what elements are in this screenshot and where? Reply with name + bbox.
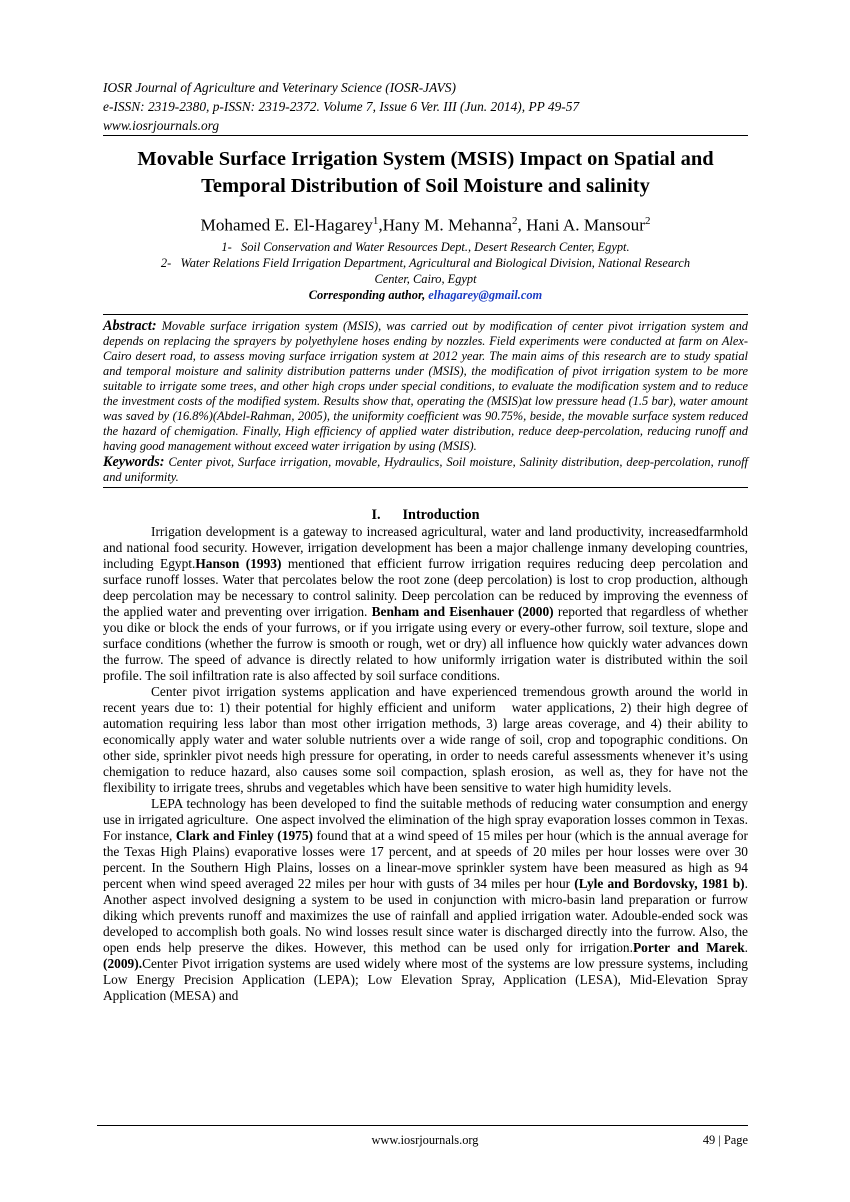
journal-issn: e-ISSN: 2319-2380, p-ISSN: 2319-2372. Volume 7, Issue 6 Ver. III (Jun. 2014), PP 49-57 (103, 99, 580, 114)
abstract (103, 319, 748, 455)
author-separator: , (378, 215, 383, 235)
text-run: LEPA technology has been developed to find the suitable methods of reducing water consumption and energy use in irrigated agriculture. One aspect involved the elimination of the high spray evaporation losses common in Texas. For instance, (103, 795, 748, 843)
footer-rule (97, 1125, 748, 1126)
corresponding-email-link[interactable]: elhagarey@gmail.com (428, 287, 543, 302)
author-name: Mohamed E. El-Hagarey (200, 215, 373, 235)
text-run: . (744, 939, 748, 955)
keywords-label: Keywords: (103, 453, 165, 470)
author-list (103, 210, 748, 237)
corresponding-label: Corresponding author, (308, 287, 426, 302)
text-run: found that at a wind speed of 15 miles per hour (which is the annual average for the Texas High Plains) evaporative losses were 17 percent, and at speeds of 20 miles per hour losses were over 30 percent. In the Southern High Plains, losses on a linear-move sprinkler system have been measured as high as 94 percent when wind speed averaged 22 miles per hour with gusts of 34 miles per hour (103, 827, 748, 891)
abstract-top-rule (103, 314, 748, 315)
text-run: . Another aspect involved designing a system to be used in conjunction with micro-basin land preparation or furrow diking which prevents runoff and maximizes the use of rainfall and applied irrigation water. Adouble-ended sock was developed to accomplish both goals. No wind losses result since water is discharged directly into the furrow. Also, the open ends help preserve the dikes. However, this method can be used only for irrigation. (103, 875, 748, 955)
author-affiliation-marker: 2 (511, 215, 518, 227)
journal-website[interactable]: www.iosrjournals.org (103, 118, 220, 133)
text-run: Center Pivot irrigation systems are used widely where most of the systems are low pressure systems, including Low Energy Precision Application (LEPA); Low Elevation Spray, Application (LESA), Mid-Elevation Spray Application (MESA) and (103, 956, 748, 1004)
abstract-text: Movable surface irrigation system (MSIS), was carried out by modification of center pivot irrigation system and depends on replacing the sprayers by polyethylene hoses ending by nozzles. Field experiments were conducted at farm on Alex-Cairo desert road, to assess moving surface irrigation system at 2012 year. The main aims of this research are to study spatial and temporal moisture and salinity distribution patterns under (MSIS), the modification of pivot irrigation system to be more suitable to irrigate some trees, and other high crops under special conditions, to evaluate the modification system and to reduce the investment costs of the modified system. Results show that, operating the (MSIS)at low pressure head (1.5 bar), water amount was saved by (16.8%)(Abdel-Rahman, 2005), the uniformity coefficient was 90.75%, beside, the movable surface system reduced the hazard of chemigation. Finally, High efficiency of applied water distribution, reduce deep-percolation, reducing runoff and having good management without exceed water irrigation by using (MSIS). (103, 318, 748, 454)
citation: Porter and Marek (632, 939, 745, 955)
citation: (2009). (103, 956, 143, 971)
text-run: reported that regardless of whether you dike or block the ends of your furrows, or if you irrigate using every or every-other furrow, soil texture, slope and surface conditions (whether the furrow is smooth or rough, wet or dry) all influence how quickly water advances down the furrow. The speed of advance is directly related to how uniformly irrigation water is distributed within the soil profile. The soil infiltration rate is also affected by soil surface conditions. (103, 603, 748, 683)
author-affiliation-marker: 2 (644, 215, 651, 227)
abstract-label: Abstract: (103, 317, 157, 334)
paper-title (103, 146, 748, 200)
section-heading (103, 507, 748, 524)
footer-website[interactable]: www.iosrjournals.org (371, 1133, 479, 1147)
author-name: Hany M. Mehanna (382, 215, 512, 235)
corresponding-author (103, 287, 748, 304)
page-content (103, 78, 748, 1004)
affiliation-2-line-1: 2- Water Relations Field Irrigation Department, Agricultural and Biological Division, National Research (160, 255, 691, 270)
keywords-bottom-rule (103, 487, 748, 488)
citation: Benham and Eisenhauer (2000) (371, 603, 554, 619)
author-affiliation-marker: 1 (372, 215, 379, 227)
header-rule (103, 135, 748, 136)
footer-page-number: 49 | Page (702, 1133, 748, 1147)
citation: Clark and Finley (1975) (175, 827, 313, 843)
paragraph-3 (103, 796, 748, 1004)
citation: Hanson (1993) (195, 555, 282, 571)
section-title: Introduction (402, 506, 480, 523)
keywords-text: Center pivot, Surface irrigation, movable, Hydraulics, Soil moisture, Salinity distribution, deep-percolation, runoff and uniformity. (103, 454, 748, 484)
paragraph-1 (103, 524, 748, 684)
affiliation-1: 1- Soil Conservation and Water Resources Dept., Desert Research Center, Egypt. (221, 239, 630, 254)
title-line-1: Movable Surface Irrigation System (MSIS) Impact on Spatial and (137, 148, 714, 170)
paragraph-2: Center pivot irrigation systems application and have experienced tremendous growth around the world in recent years due to: 1) their potential for highly efficient and uniform water applications, 2) their high degree of automation requiring less labor than most other irrigation methods, 3) large areas coverage, and 4) their ability to economically apply water and water soluble nutrients over a wide range of soil, crop and topographic conditions. On other side, sprinkler pivot needs high pressure for operating, in order to needs careful assessments whenever it’s using chemigation to reduce hazard, also causes some soil compaction, splash erosion, as well as, they for have not the flexibility to irrigate trees, shrubs and vegetables which have been sensitive to water high humidity levels. (103, 683, 748, 795)
author-name: Hani A. Mansour (526, 215, 645, 235)
affiliation-2-line-2: Center, Cairo, Egypt (374, 271, 477, 286)
author-separator: , (517, 215, 527, 235)
journal-header (103, 78, 748, 135)
text-run: Irrigation development is a gateway to increased agricultural, water and land productivity, increasedfarmhold and national food security. However, irrigation development has been a major challenge inmany developing countries, including Egypt. (103, 523, 748, 571)
title-line-2: Temporal Distribution of Soil Moisture and salinity (201, 175, 650, 197)
text-run: mentioned that efficient furrow irrigation requires reducing deep percolation and surface runoff losses. Water that percolates below the root zone (deep percolation) is lost to crop production, although deep percolation may be necessary to control salinity. Deep percolation can be reduced by improving the evenness of the applied water and preventing over irrigation. (103, 555, 748, 619)
citation: (Lyle and Bordovsky, 1981 b) (574, 875, 745, 891)
section-number: I. (371, 506, 381, 523)
journal-name: IOSR Journal of Agriculture and Veterinary Science (IOSR-JAVS) (103, 80, 456, 95)
keywords (103, 455, 748, 485)
body-text (103, 524, 748, 1004)
